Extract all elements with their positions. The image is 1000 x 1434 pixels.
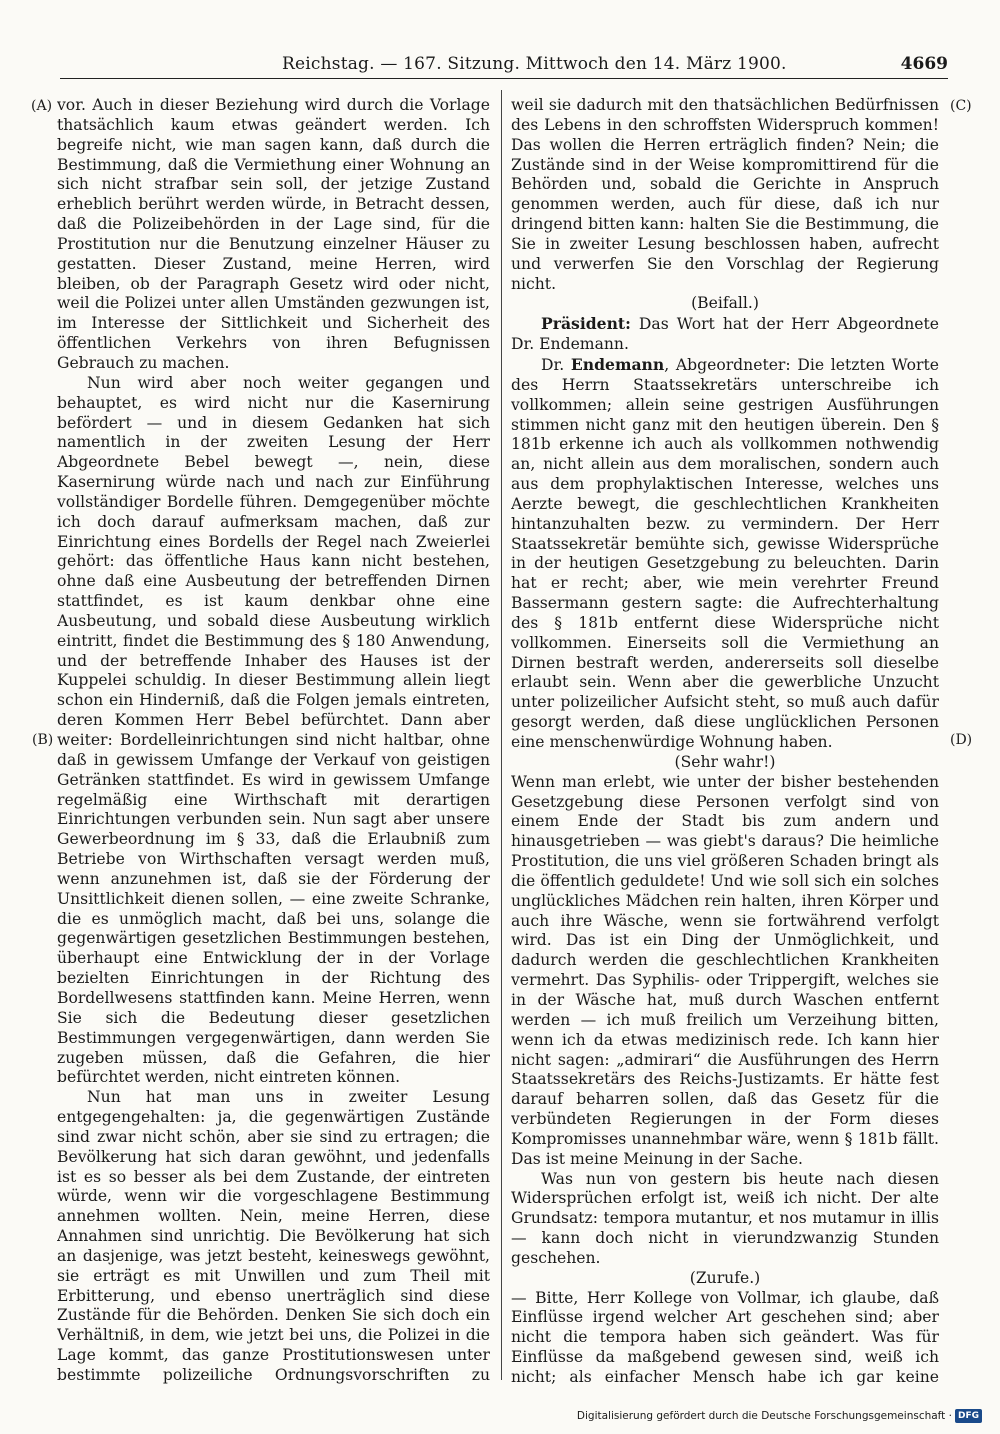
paragraph: — Bitte, Herr Kollege von Vollmar, ich glaube, daß Einflüsse irgend welcher Art geschehen sind; aber nicht die tempora haben sich geändert. Was für Einflüsse da maßgebend gewesen sind, weiß ich nicht; als einfacher Mensch habe ich gar keine bbox=[511, 1288, 939, 1386]
interjection-sehr-wahr: (Sehr wahr!) bbox=[674, 752, 776, 771]
interjection-zurufe: (Zurufe.) bbox=[689, 1268, 761, 1287]
running-title: Reichstag. — 167. Sitzung. Mittwoch den 14. März 1900. bbox=[282, 54, 787, 74]
paragraph: Wenn man erlebt, wie unter der bisher bestehenden Gesetzgebung diese Personen verfolgt sind von einem Ende der Stadt bis zum andern und hinausgetrieben — was giebt's daraus? Die heimliche Prostitution, die uns viel größeren Schaden bringt als die öffentlich geduldete! Und wie soll sich ein solches unglückliches Mädchen rein halten, ihren Körper und auch ihre Wäsche, wenn sie fortwährend verfolgt wird. Das ist ein Ding der Unmöglichkeit, und dadurch werden die geschlechtlichen Krankheiten vermehrt. Das Syphilis- oder Trippergift, welches sie in der Wäsche hat, muß durch Waschen entfernt werden — ich muß freilich um Verzeihung bitten, wenn ich da etwas medizinisch rede. Ich kann hier nicht sagen: „admirari“ die Ausführungen des Herrn Staatssekretärs des Reichs-Justizamts. Er hätte fest darauf beharren sollen, daß das Gesetz für die verbündeten Regierungen in der Form dieses Kompromisses unannehmbar wäre, wenn § 181b fällt. Das ist meine Meinung in der Sache. bbox=[511, 772, 939, 1168]
speaker-label-president: Präsident: bbox=[541, 314, 631, 334]
right-column bbox=[511, 96, 939, 1386]
margin-marker-d: (D) bbox=[950, 732, 973, 748]
paragraph: Was nun von gestern bis heute nach diesen Widersprüchen erfolgt ist, weiß ich nicht. Der alte Grundsatz: tempora mutantur, et nos mutamur in illis — kann doch nicht in vierundzwanzig Stunden geschehen. bbox=[511, 1169, 939, 1267]
paragraph: vor. Auch in dieser Beziehung wird durch die Vorlage thatsächlich kaum etwas geändert werden. Ich begreife nicht, wie man sagen kann, daß durch die Bestimmung, daß die Vermiethung einer Wohnung an sich nicht strafbar sein soll, der jetzige Zustand erheblich berührt werden würde, in Betracht dessen, daß die Polizeibehörden in der Lage sind, für die Prostitution nur die Benutzung einzelner Häuser zu gestatten. Dieser Zustand, meine Herren, wird bleiben, ob der Paragraph Gesetz wird oder nicht, weil die Polizei unter allen Umständen gezwungen ist, im Interesse der Sittlichkeit und Sicherheit des öffentlichen Verkehrs von ihren Befugnissen Gebrauch zu machen. bbox=[57, 96, 490, 372]
paragraph: Nun wird aber noch weiter gegangen und behauptet, es wird nicht nur die Kasernirung befördert — und in diesem Gedanken hat sich namentlich in der zweiten Lesung der Herr Abgeordnete Bebel bewegt —, nein, diese Kasernirung würde nach und nach zur Einführung vollständiger Bordelle führen. Demgegenüber möchte ich doch darauf aufmerksam machen, daß zur Einrichtung eines Bordells der Regel nach Zweierlei gehört: das öffentliche Haus kann nicht bestehen, ohne daß eine Ausbeutung der betreffenden Dirnen stattfindet, es ist kaum denkbar ohne eine Ausbeutung, und sobald diese Ausbeutung wirklich eintritt, findet die Bestimmung des § 180 Anwendung, und der betreffende Inhaber des Hauses ist der Kuppelei schuldig. In dieser Bestimmung allein liegt schon ein Hinderniß, daß die Folgen jemals eintreten, deren Kommen Herr Bebel befürchtet. Dann aber weiter: Bordelleinrichtungen sind nicht haltbar, ohne daß in gewissem Umfange der Verkauf von geistigen Getränken stattfindet. Es wird in gewissem Umfange regelmäßig eine Wirthschaft mit derartigen Einrichtungen verbunden sein. Nun sagt aber unsere Gewerbeordnung im § 33, daß die Erlaubniß zum Betriebe von Wirthschaften versagt werden muß, wenn anzunehmen ist, daß sie der Förderung der Unsittlichkeit dienen sollen, — eine zweite Schranke, die es unmöglich macht, daß bei uns, solange die gegenwärtigen gesetzlichen Bestimmungen bestehen, überhaupt eine Entwicklung der in der Vorlage bezielten Einrichtungen in der Richtung des Bordellwesens stattfinden kann. Meine Herren, wenn Sie sich die Bedeutung dieser gesetzlichen Bestimmungen vergegenwärtigen, dann werden Sie zugeben müssen, daß die Gefahren, die hier befürchtet werden, nicht eintreten können. bbox=[57, 373, 490, 1087]
margin-marker-c: (C) bbox=[950, 98, 972, 114]
margin-marker-a: (A) bbox=[31, 98, 53, 114]
left-column bbox=[57, 96, 490, 1386]
paragraph: weil sie dadurch mit den thatsächlichen Bedürfnissen des Lebens in den schroffsten Widerspruch kommen! Das wollen die Herren erträglich finden? Nein; die Zustände sind in der Weise kompromittirend für die Behörden und, sobald die Gerichte in Anspruch genommen werden, auch für diese, daß ich nur dringend bitten kann: halten Sie die Bestimmung, die Sie in zweiter Lesung beschlossen haben, aufrecht und verwerfen Sie den Vorschlag der Regierung nicht. bbox=[511, 96, 939, 293]
interjection-beifall: (Beifall.) bbox=[691, 294, 759, 313]
page-number: 4669 bbox=[900, 54, 948, 74]
speaker-title: Dr. bbox=[541, 355, 571, 374]
endemann-paragraph bbox=[511, 355, 939, 753]
digitization-credit bbox=[577, 1407, 982, 1425]
margin-marker-b: (B) bbox=[32, 732, 54, 748]
endemann-text: , Abgeordneter: Die letzten Worte des Herrn Staatssekretärs unterschreibe ich vollkommen; allein seine gestrigen Ausführungen stimmen nicht ganz mit den heutigen überein. Den § 181b erkenne ich auch als vollkommen nothwendig an, nicht allein aus dem moralischen, sondern auch aus dem prophylaktischen Interesse, welches uns Aerzte bewegt, die geschlechtlichen Krankheiten hintanzuhalten bezw. zu vermindern. Der Herr Staatssekretär bemühte sich, gewisse Widersprüche in der heutigen Gesetzgebung zu beleuchten. Darin hat er recht; aber, wie mein verehrter Freund Bassermann gestern sagte: die Aufrechterhaltung des § 181b entfernt diese Widersprüche nicht vollkommen. Einerseits soll die Vermiethung an Dirnen bestraft werden, andererseits soll dieselbe erlaubt sein. Wenn aber die gewerbliche Unzucht unter polizeilicher Aufsicht steht, so muß auch dafür gesorgt werden, daß diese unglücklichen Personen eine menschenwürdige Wohnung haben. bbox=[511, 355, 939, 751]
column-divider bbox=[501, 90, 502, 1380]
credit-text: Digitalisierung gefördert durch die Deutsche Forschungsgemeinschaft · bbox=[576, 1410, 952, 1422]
paragraph: Nun hat man uns in zweiter Lesung entgegengehalten: ja, die gegenwärtigen Zustände sind zwar nicht schön, aber sie sind zu ertragen; die Bevölkerung hat sich daran gewöhnt, und jedenfalls ist es so besser als bei dem Zustande, der eintreten würde, wenn wir die vorgeschlagene Bestimmung annehmen wollten. Nein, meine Herren, diese Annahmen sind unrichtig. Die Bevölkerung hat sich an dasjenige, was jetzt besteht, keineswegs gewöhnt, sie erträgt es mit Unwillen und zum Theil mit Erbitterung, und ebenso unerträglich sind diese Zustände für die Behörden. Denken Sie sich doch ein Verhältniß, in dem, wie jetzt bei uns, die Polizei in die Lage kommt, das ganze Prostitutionswesen unter bestimmte polizeiliche Ordnungsvorschriften zu bbox=[57, 1088, 490, 1384]
president-text: Das Wort hat der Herr Abgeordnete Dr. Endemann. bbox=[511, 315, 939, 354]
speaker-label-endemann: Endemann bbox=[570, 354, 665, 374]
president-paragraph bbox=[511, 314, 939, 355]
dfg-logo: DFG bbox=[955, 1409, 982, 1423]
page-header bbox=[60, 50, 948, 79]
